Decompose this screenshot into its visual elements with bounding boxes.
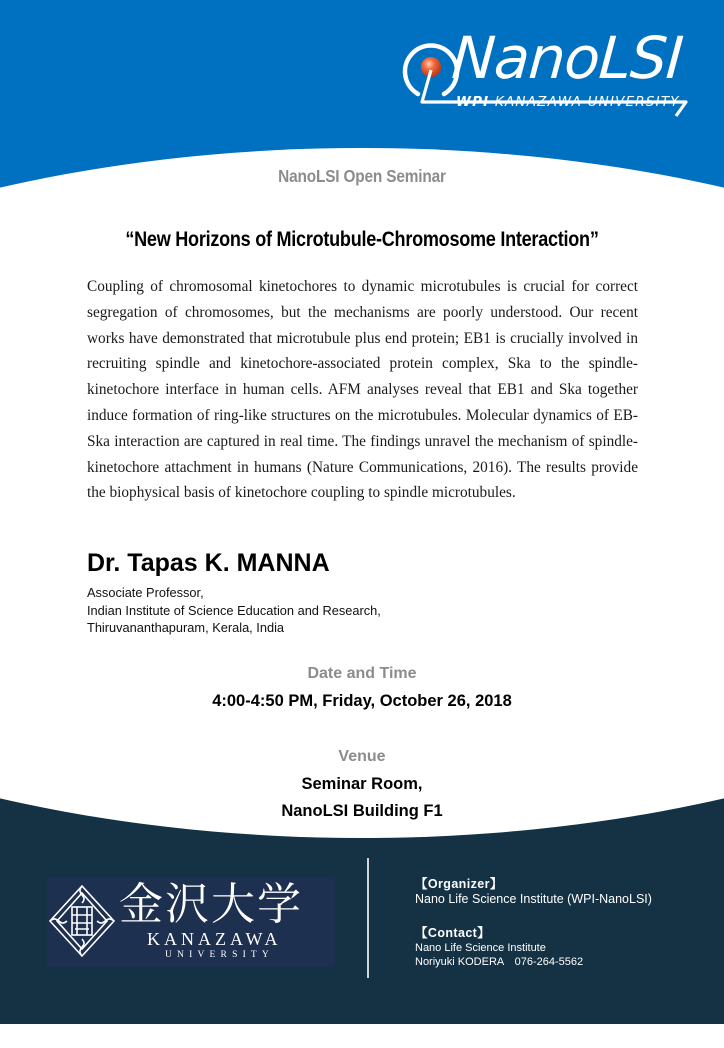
kanazawa-university-logo [47, 877, 335, 967]
speaker-affiliation [87, 584, 381, 637]
university-name-en-line2: UNIVERSITY [165, 950, 274, 960]
date-time-label: Date and Time [307, 665, 417, 682]
organizer-block [415, 874, 652, 906]
venue-label: Venue [338, 748, 386, 765]
contact-person-phone: Noriyuki KODERA 076-264-5562 [415, 956, 584, 968]
organizer-value: Nano Life Science Institute (WPI-NanoLSI) [415, 892, 652, 906]
date-time-value: 4:00-4:50 PM, Friday, October 26, 2018 [212, 692, 512, 710]
university-emblem-icon [47, 883, 117, 959]
venue-line-2: NanoLSI Building F1 [281, 802, 443, 820]
seminar-kicker: NanoLSI Open Seminar [278, 166, 446, 186]
contact-heading: 【Contact】 [415, 926, 491, 940]
footer-divider [367, 858, 369, 978]
speaker-institution: Indian Institute of Science Education and Research, [87, 602, 381, 618]
nanolsi-subtitle: WPI KANAZAWA UNIVERSITY [456, 94, 680, 110]
contact-block [415, 923, 583, 969]
university-name-kanji: 金沢大学 [119, 879, 303, 930]
venue-line-1: Seminar Room, [301, 775, 423, 793]
organizer-heading: 【Organizer】 [415, 877, 503, 891]
seminar-title: “New Horizons of Microtubule-Chromosome Interaction” [125, 228, 599, 251]
seminar-abstract: Coupling of chromosomal kinetochores to dynamic microtubules is crucial for correct segregation of chromosomes, but the mechanisms are poorly understood. Our recent works have demonstrated that microtubule plus end protein; EB1 is crucially involved in recruiting spindle and kinetochore-associated protein complex, Ska to the spindle-kinetochore interface in human cells. AFM analyses reveal that EB1 and Ska together induce formation of ring-like structures on the microtubules. Molecular dynamics of EB-Ska interaction are captured in real time. The findings unravel the mechanism of spindle-kinetochore attachment in humans (Nature Communications, 2016). The results provide the biophysical basis of kinetochore coupling to spindle microtubules. [87, 278, 638, 502]
contact-institute: Nano Life Science Institute [415, 942, 546, 954]
nanolsi-wordmark: NanoLSI [449, 24, 685, 92]
speaker-position: Associate Professor, [87, 585, 204, 600]
speaker-location: Thiruvananthapuram, Kerala, India [87, 620, 285, 635]
nanolsi-logo [400, 24, 700, 120]
speaker-name: Dr. Tapas K. MANNA [87, 549, 330, 577]
university-name-en-line1: KANAZAWA [147, 929, 282, 949]
